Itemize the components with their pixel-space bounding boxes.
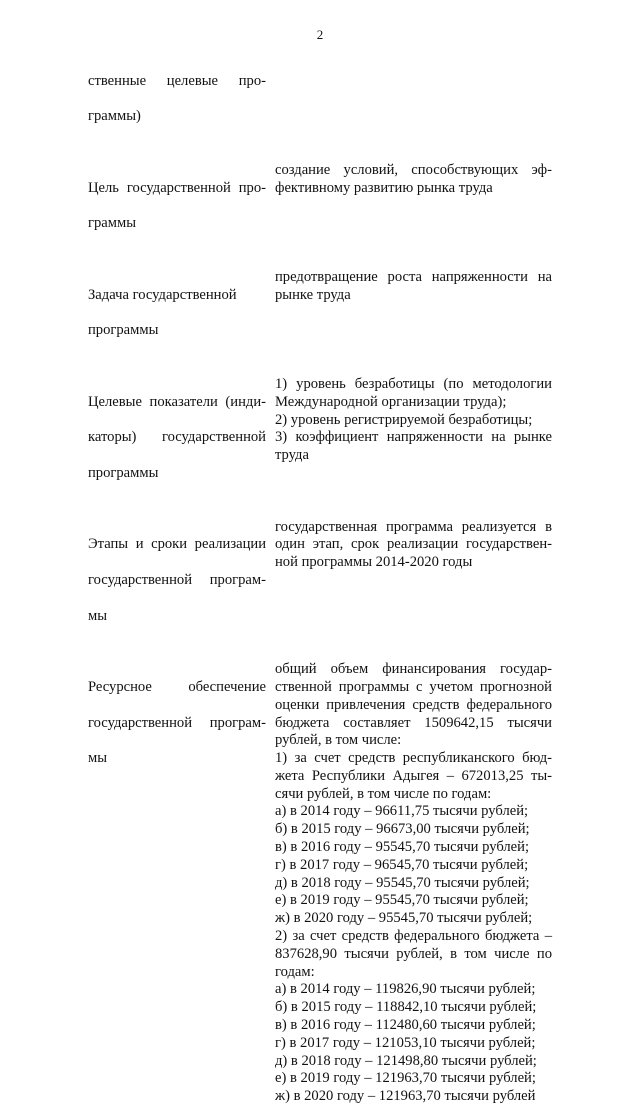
- label-line: государственной програм-: [88, 571, 266, 588]
- value-line: 2) за счет средств федерального бюджета –: [275, 928, 552, 945]
- value-line: е) в 2019 году – 121963,70 тысячи рублей;: [275, 1070, 536, 1087]
- label-line: граммы): [88, 108, 141, 125]
- value-line: годам:: [275, 963, 315, 980]
- value-line: государственная программа реализуется в: [275, 518, 552, 535]
- row-label: [88, 376, 266, 501]
- value-line: 1) уровень безработицы (по методологии: [275, 375, 552, 392]
- value-line: 1) за счет средств республиканского бюд-: [275, 750, 552, 767]
- value-line: ственной программы с учетом прогнозной: [275, 678, 552, 695]
- value-line: а) в 2014 году – 119826,90 тысячи рублей;: [275, 981, 536, 998]
- value-line: ж) в 2020 году – 121963,70 тысячи рублей: [275, 1088, 536, 1105]
- value-line: создание условий, способствующих эф-: [275, 161, 552, 178]
- value-line: рынке труда: [275, 286, 351, 303]
- value-line: д) в 2018 году – 121498,80 тысячи рублей;: [275, 1052, 537, 1069]
- label-line: ственные целевые про-: [88, 72, 266, 89]
- table-row: [88, 55, 552, 144]
- value-line: труда: [275, 447, 309, 464]
- value-line: г) в 2017 году – 96545,70 тысячи рублей;: [275, 856, 529, 873]
- row-label: [88, 519, 266, 644]
- label-line: Этапы и сроки реализации: [88, 536, 266, 553]
- row-value: [275, 55, 552, 144]
- table-row: [88, 269, 552, 358]
- table-row: [88, 162, 552, 251]
- value-line: ж) в 2020 году – 95545,70 тысячи рублей;: [275, 910, 533, 927]
- value-line: б) в 2015 году – 96673,00 тысячи рублей;: [275, 821, 530, 838]
- value-line: рублей, в том числе:: [275, 732, 402, 749]
- value-line: 2) уровень регистрируемой безработицы;: [275, 411, 533, 428]
- label-line: мы: [88, 750, 108, 767]
- row-label: [88, 661, 266, 1106]
- value-line: в) в 2016 году – 112480,60 тысячи рублей;: [275, 1017, 536, 1034]
- label-line: программы: [88, 464, 159, 481]
- row-label: [88, 55, 266, 144]
- label-line: каторы) государственной: [88, 429, 266, 446]
- passport-table: [88, 55, 552, 1106]
- value-line: г) в 2017 году – 121053,10 тысячи рублей;: [275, 1034, 536, 1051]
- value-line: сячи рублей, в том числе по годам:: [275, 785, 492, 802]
- label-line: Цель государственной про-: [88, 179, 266, 196]
- value-line: фективному развитию рынка труда: [275, 179, 493, 196]
- value-line: общий объем финансирования государ-: [275, 661, 552, 678]
- row-value: [275, 661, 552, 1106]
- value-line: жета Республики Адыгея – 672013,25 ты-: [275, 767, 552, 784]
- label-line: Задача государственной: [88, 286, 237, 303]
- row-value: [275, 519, 552, 644]
- value-line: б) в 2015 году – 118842,10 тысячи рублей;: [275, 999, 537, 1016]
- value-line: 837628,90 тысячи рублей, в том числе по: [275, 945, 552, 962]
- value-line: д) в 2018 году – 95545,70 тысячи рублей;: [275, 874, 530, 891]
- row-label: [88, 269, 266, 358]
- value-line: один этап, срок реализации государствен-: [275, 536, 552, 553]
- row-value: [275, 269, 552, 358]
- row-label: [88, 162, 266, 251]
- value-line: а) в 2014 году – 96611,75 тысячи рублей;: [275, 803, 529, 820]
- table-row: [88, 661, 552, 1106]
- row-value: [275, 376, 552, 501]
- value-line: ной программы 2014-2020 годы: [275, 554, 473, 571]
- value-line: оценки привлечения средств федерального: [275, 696, 552, 713]
- row-value: [275, 162, 552, 251]
- value-line: Международной организации труда);: [275, 393, 507, 410]
- table-row: [88, 519, 552, 644]
- label-line: государственной програм-: [88, 714, 266, 731]
- value-line: в) в 2016 году – 95545,70 тысячи рублей;: [275, 839, 530, 856]
- label-line: мы: [88, 607, 108, 624]
- value-line: 3) коэффициент напряженности на рынке: [275, 429, 552, 446]
- table-row: [88, 376, 552, 501]
- value-line: предотвращение роста напряженности на: [275, 268, 552, 285]
- value-line: е) в 2019 году – 95545,70 тысячи рублей;: [275, 892, 529, 909]
- value-line: бюджета составляет 1509642,15 тысячи: [275, 714, 552, 731]
- label-line: Ресурсное обеспечение: [88, 678, 266, 695]
- label-line: Целевые показатели (инди-: [88, 393, 266, 410]
- page-number: 2: [316, 27, 324, 42]
- label-line: программы: [88, 322, 159, 339]
- label-line: граммы: [88, 215, 137, 232]
